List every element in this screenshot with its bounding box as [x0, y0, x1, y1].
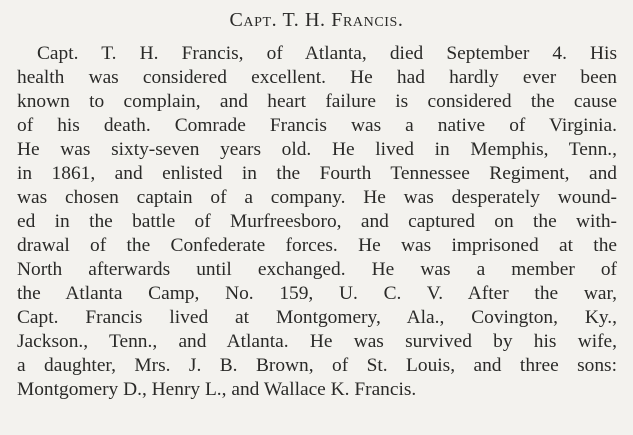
article-title: Capt. T. H. Francis.: [229, 9, 404, 31]
text-line-9: drawal of the Confederate forces. He was imprisoned at the: [17, 235, 617, 256]
text-line-6: in 1861, and enlisted in the Fourth Tennessee Regiment, and: [17, 163, 617, 184]
text-line-4: of his death. Comrade Francis was a native of Virginia.: [17, 115, 617, 136]
text-line-2: health was considered excellent. He had hardly ever been: [17, 67, 617, 88]
text-line-15: Montgomery D., Henry L., and Wallace K. Francis.: [17, 379, 417, 400]
text-line-7: was chosen captain of a company. He was desperately wound-: [17, 187, 617, 208]
text-line-3: known to complain, and heart failure is considered the cause: [17, 91, 617, 112]
text-line-13: Jackson., Tenn., and Atlanta. He was survived by his wife,: [17, 331, 617, 352]
text-line-1: Capt. T. H. Francis, of Atlanta, died September 4. His: [37, 43, 617, 64]
text-line-11: the Atlanta Camp, No. 159, U. C. V. After the war,: [17, 283, 617, 304]
text-line-14: a daughter, Mrs. J. B. Brown, of St. Louis, and three sons:: [17, 355, 617, 376]
text-line-10: North afterwards until exchanged. He was a member of: [17, 259, 617, 280]
text-line-8: ed in the battle of Murfreesboro, and captured on the with-: [17, 211, 617, 232]
text-line-12: Capt. Francis lived at Montgomery, Ala., Covington, Ky.,: [17, 307, 617, 328]
text-line-5: He was sixty-seven years old. He lived in Memphis, Tenn.,: [17, 139, 617, 160]
